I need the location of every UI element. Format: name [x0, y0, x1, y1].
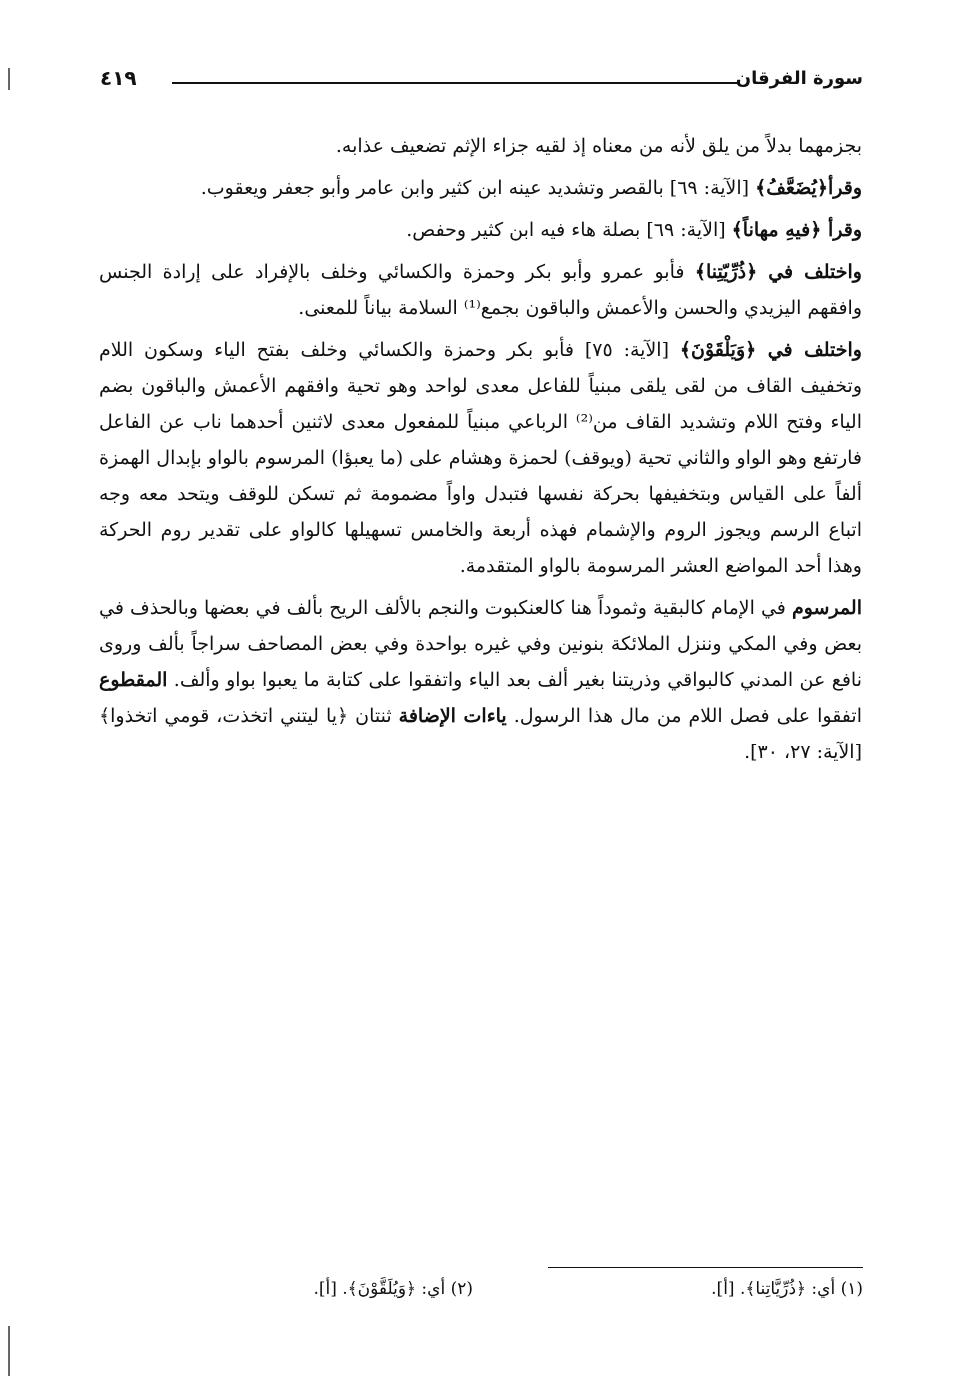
paragraph-lead: واختلف في ﴿ذُرِّيّتِنا﴾: [694, 261, 862, 283]
paragraph-text: ثنتان ﴿يا ليتني اتخذت، قومي اتخذوا﴾ [الآية: ٢٧، ٣٠].: [99, 705, 862, 763]
paragraph-lead: ياءات الإضافة: [398, 705, 507, 727]
paragraph: [99, 590, 862, 770]
paragraph-text: [الآية: ٧٥] فأبو بكر وحمزة والكسائي وخلف بفتح الياء وسكون اللام وتخفيف القاف من لقى يلقى مبنياً للفاعل معدى لواحد وهو تحية وافقهم الأعمش والباقون بضم الياء وفتح اللام وتشديد القاف من⁽²⁾ الرباعي مبنياً للمفعول معدى لاثنين أحدهما ناب عن الفاعل فارتفع وهو الواو والثاني تحية (ويوقف) لحمزة وهشام على (ما يعبؤا) المرسوم بالواو بإبدال الهمزة ألفاً على القياس وبتخفيفها بحركة نفسها فتبدل واواً مضمومة ثم تسكن للوقف ويتحد معه وجه اتباع الرسم ويجوز الروم والإشمام فهذه أربعة والخامس تسهيلها كالواو على تقدير روم الحركة وهذا أحد المواضع العشر المرسومة بالواو المتقدمة.: [99, 339, 863, 577]
paragraph-text: بجزمهما بدلاً من يلق لأنه من معناه إذ لقيه جزاء الإثم تضعيف عذابه.: [335, 135, 862, 157]
paragraph-text: اتفقوا على فصل اللام من مال هذا الرسول.: [506, 705, 862, 727]
paragraph-text: فأبو عمرو وأبو بكر وحمزة والكسائي وخلف بالإفراد على إرادة الجنس وافقهم اليزيدي والحسن والأعمش والباقون بجمع⁽¹⁾ السلامة بياناً للمعنى.: [99, 261, 862, 319]
footnotes: [100, 1278, 863, 1308]
header-rule: [172, 82, 738, 84]
margin-mark-bottom: [8, 1326, 10, 1376]
footnote-1: (١) أي: ﴿ذُرِّيَّاتِنا﴾. [أ].: [711, 1279, 863, 1299]
paragraph: [99, 212, 862, 248]
main-text: [99, 128, 862, 776]
paragraph-lead: وقرأ﴿يُضَعَّفُ﴾: [755, 177, 862, 199]
paragraph-lead: المرسوم: [791, 597, 862, 619]
paragraph-lead: واختلف في ﴿وَيَلْقَوْنَ﴾: [679, 339, 862, 361]
margin-mark-top: [8, 68, 10, 90]
paragraph: [99, 128, 862, 164]
page-header: [100, 62, 863, 98]
paragraph: [99, 170, 862, 206]
footnote-rule: [548, 1267, 863, 1268]
paragraph-text: [الآية: ٦٩] بصلة هاء فيه ابن كثير وحفص.: [406, 219, 732, 241]
paragraph: [99, 332, 862, 584]
paragraph-lead: المقطوع: [99, 669, 168, 691]
paragraph-text: [الآية: ٦٩] بالقصر وتشديد عينه ابن كثير وابن عامر وأبو جعفر ويعقوب.: [200, 177, 756, 199]
paragraph: [99, 254, 862, 326]
surah-title: سورة الفرقان: [735, 68, 863, 89]
paragraph-text: في الإمام كالبقية وثموداً هنا كالعنكبوت والنجم بالألف الريح بألف في بعضها وبالحذف في بعض وفي المكي وننزل الملائكة بنونين وفي غيره بواحدة وفي بعض المصاحف سراجاً بألف وروى نافع عن المدني كالبواقي وذريتنا بغير ألف بعد الياء واتفقوا على كتابة ما يعبوا بواو وألف.: [99, 597, 862, 691]
footnote-2: (٢) أي: ﴿وَيُلَقَّوْنَ﴾. [أ].: [313, 1279, 473, 1299]
page-number: ٤١٩: [100, 66, 137, 90]
paragraph-lead: وقرأ ﴿فيهِ مهاناً﴾: [731, 219, 862, 241]
